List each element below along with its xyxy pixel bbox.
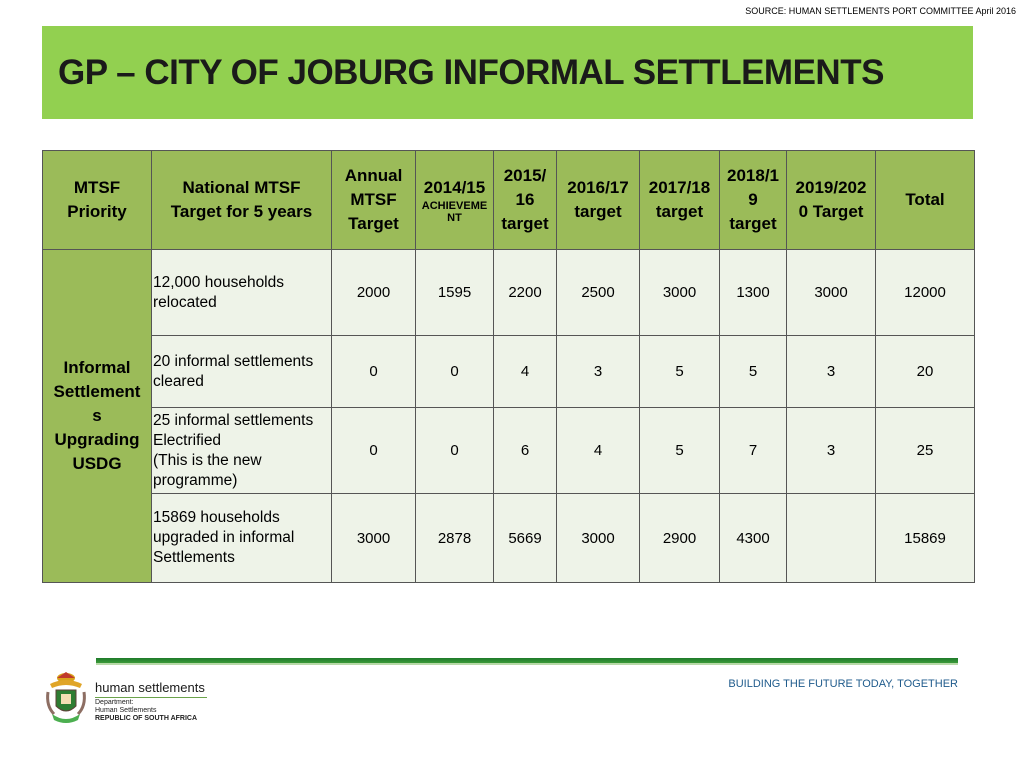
header-2017-18: 2017/18 target [640, 151, 720, 250]
header-annual-target: Annual MTSF Target [332, 151, 416, 250]
header-2015-16: 2015/ 16 target [494, 151, 557, 250]
table-row [43, 336, 975, 408]
table-row [43, 494, 975, 583]
title-band [42, 26, 973, 119]
country-name: REPUBLIC OF SOUTH AFRICA [95, 715, 198, 722]
cell-2018-19: 4300 [720, 494, 787, 583]
cell-2019-20: 3 [787, 408, 876, 494]
cell-2016-17: 3000 [557, 494, 640, 583]
cell-2016-17: 3 [557, 336, 640, 408]
cell-2016-17: 4 [557, 408, 640, 494]
cell-2015-16: 2200 [494, 250, 557, 336]
source-note: SOURCE: HUMAN SETTLEMENTS PORT COMMITTEE April 2016 [745, 6, 1016, 16]
cell-total: 15869 [876, 494, 975, 583]
header-2014-15: 2014/15 ACHIEVEME NT [416, 151, 494, 250]
cell-2015-16: 4 [494, 336, 557, 408]
cell-2015-16: 5669 [494, 494, 557, 583]
cell-2014-15: 2878 [416, 494, 494, 583]
target-cell: 15869 households upgraded in informal Settlements [152, 494, 332, 583]
cell-2019-20 [787, 494, 876, 583]
coat-of-arms-icon [44, 670, 88, 726]
cell-2018-19: 7 [720, 408, 787, 494]
cell-2019-20: 3000 [787, 250, 876, 336]
cell-2018-19: 5 [720, 336, 787, 408]
header-2018-19: 2018/1 9 target [720, 151, 787, 250]
cell-annual: 0 [332, 336, 416, 408]
header-national-target: National MTSF Target for 5 years [152, 151, 332, 250]
page-title: GP – CITY OF JOBURG INFORMAL SETTLEMENTS [58, 52, 884, 92]
cell-2017-18: 3000 [640, 250, 720, 336]
header-2016-17: 2016/17 target [557, 151, 640, 250]
cell-total: 20 [876, 336, 975, 408]
brand-underline [95, 697, 207, 698]
department-label: Department: [95, 699, 134, 706]
cell-annual: 3000 [332, 494, 416, 583]
header-row [43, 151, 975, 250]
cell-2019-20: 3 [787, 336, 876, 408]
cell-2015-16: 6 [494, 408, 557, 494]
header-total: Total [876, 151, 975, 250]
cell-2017-18: 2900 [640, 494, 720, 583]
target-cell: 25 informal settlements Electrified (This is the new programme) [152, 408, 332, 494]
header-mtsf-priority: MTSF Priority [43, 151, 152, 250]
header-2019-20: 2019/202 0 Target [787, 151, 876, 250]
brand-name: human settlements [95, 680, 205, 695]
cell-2014-15: 1595 [416, 250, 494, 336]
priority-cell: Informal Settlement s Upgrading USDG [43, 250, 152, 583]
table-row [43, 250, 975, 336]
cell-total: 25 [876, 408, 975, 494]
department-name: Human Settlements [95, 707, 157, 714]
footer-rule-shadow [96, 663, 958, 665]
cell-2016-17: 2500 [557, 250, 640, 336]
settlements-table [42, 150, 975, 583]
slogan: BUILDING THE FUTURE TODAY, TOGETHER [728, 678, 958, 690]
table-row [43, 408, 975, 494]
cell-total: 12000 [876, 250, 975, 336]
cell-2014-15: 0 [416, 336, 494, 408]
cell-2018-19: 1300 [720, 250, 787, 336]
cell-2017-18: 5 [640, 336, 720, 408]
cell-2014-15: 0 [416, 408, 494, 494]
cell-annual: 2000 [332, 250, 416, 336]
cell-2017-18: 5 [640, 408, 720, 494]
target-cell: 20 informal settlements cleared [152, 336, 332, 408]
target-cell: 12,000 households relocated [152, 250, 332, 336]
department-block [95, 699, 197, 723]
cell-annual: 0 [332, 408, 416, 494]
